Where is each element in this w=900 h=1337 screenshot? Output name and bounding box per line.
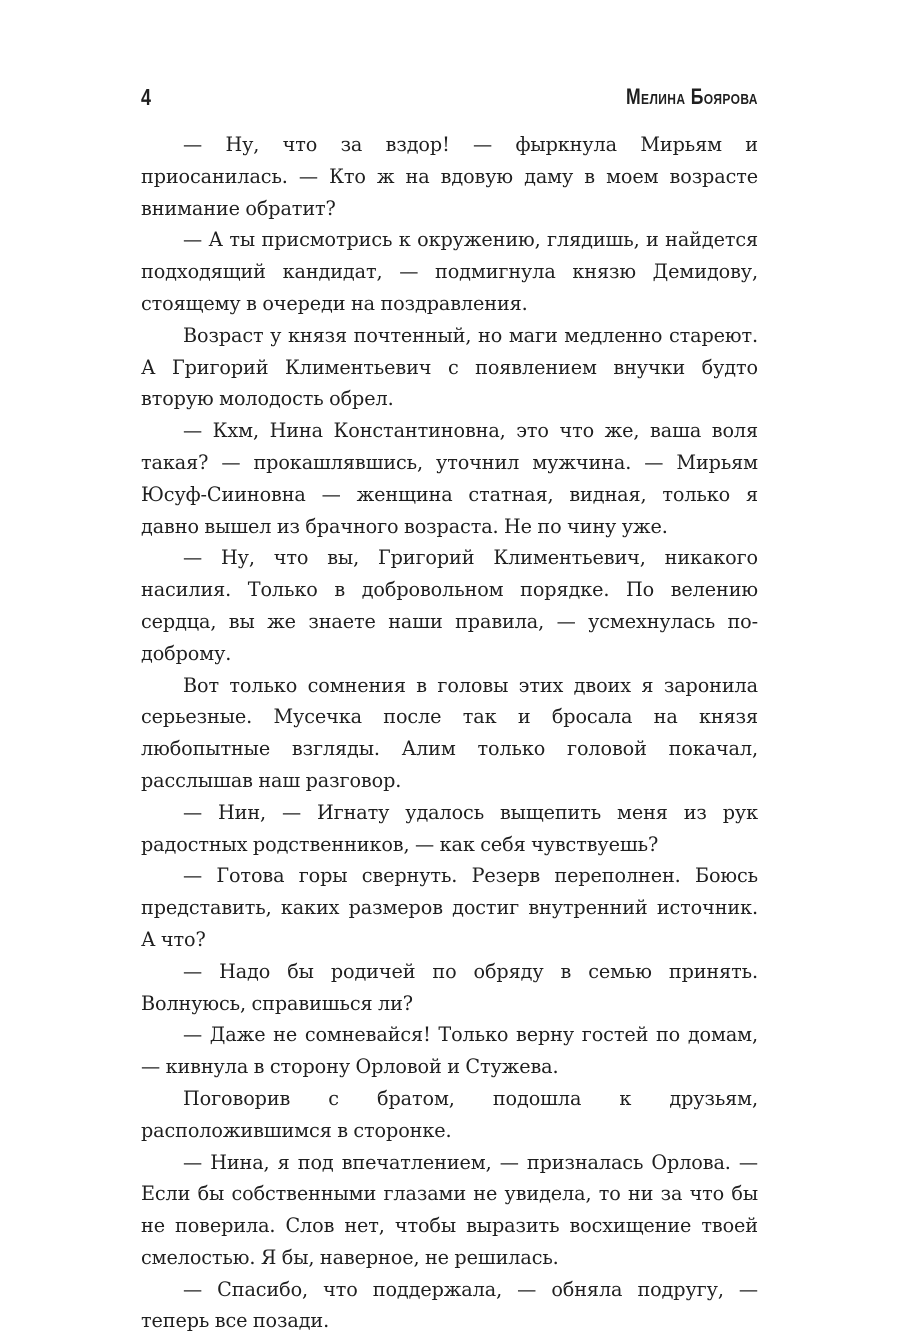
paragraph: — Спасибо, что поддержала, — обняла подругу, — теперь все позади. [141,1277,758,1333]
paragraph: — Нина, я под впечатлением, — призналась Орлова. — Если бы собственными глазами не увидела, то ни за что бы не поверила. Слов нет, чтобы выразить восхищение твоей смелостью. Я бы, наверное, не решилась. [141,1150,758,1269]
body-text [141,129,758,1337]
paragraph: Вот только сомнения в головы этих двоих я заронила серьезные. Мусечка после так и бросала на князя любопытные взгляды. Алим только головой покачал, расслышав наш разговор. [141,673,758,792]
paragraph: — Нин, — Игнату удалось выщепить меня из рук радостных родственников, — как себя чувствуешь? [141,800,758,856]
paragraph: Поговорив с братом, подошла к друзьям, расположившимся в сторонке. [141,1086,758,1142]
paragraph: — Надо бы родичей по обряду в семью принять. Волнуюсь, справишься ли? [141,959,758,1015]
paragraph: — Ну, что за вздор! — фыркнула Мирьям и приосанилась. — Кто ж на вдовую даму в моем возрасте внимание обратит? [141,133,758,220]
paragraph: Возраст у князя почтенный, но маги медленно стареют. А Григорий Климентьевич с появлением внучки будто вторую молодость обрел. [141,323,758,411]
paragraph: — Даже не сомневайся! Только верну гостей по домам, — кивнула в сторону Орловой и Стужева. [141,1023,758,1079]
running-head-author: Мелина Боярова [626,84,758,109]
page-number: 4 [141,84,151,110]
paragraph: — Ну, что вы, Григорий Климентьевич, никакого насилия. Только в добровольном порядке. По велению сердца, вы же знаете наши правила, — усмехнулась по-доброму. [141,546,758,665]
paragraph: — Готова горы свернуть. Резерв переполнен. Боюсь представить, каких размеров достиг внутренний источник. А что? [141,864,758,951]
page-header [141,82,758,116]
paragraph: — А ты присмотрись к окружению, глядишь, и найдется подходящий кандидат, — подмигнула князю Демидову, стоящему в очереди на поздравления. [141,228,758,315]
paragraph: — Кхм, Нина Константиновна, это что же, ваша воля такая? — прокашлявшись, уточнил мужчина. — Мирьям Юсуф-Сииновна — женщина статная, видная, только я давно вышел из брачного возраста. Не по чину уже. [141,419,758,538]
